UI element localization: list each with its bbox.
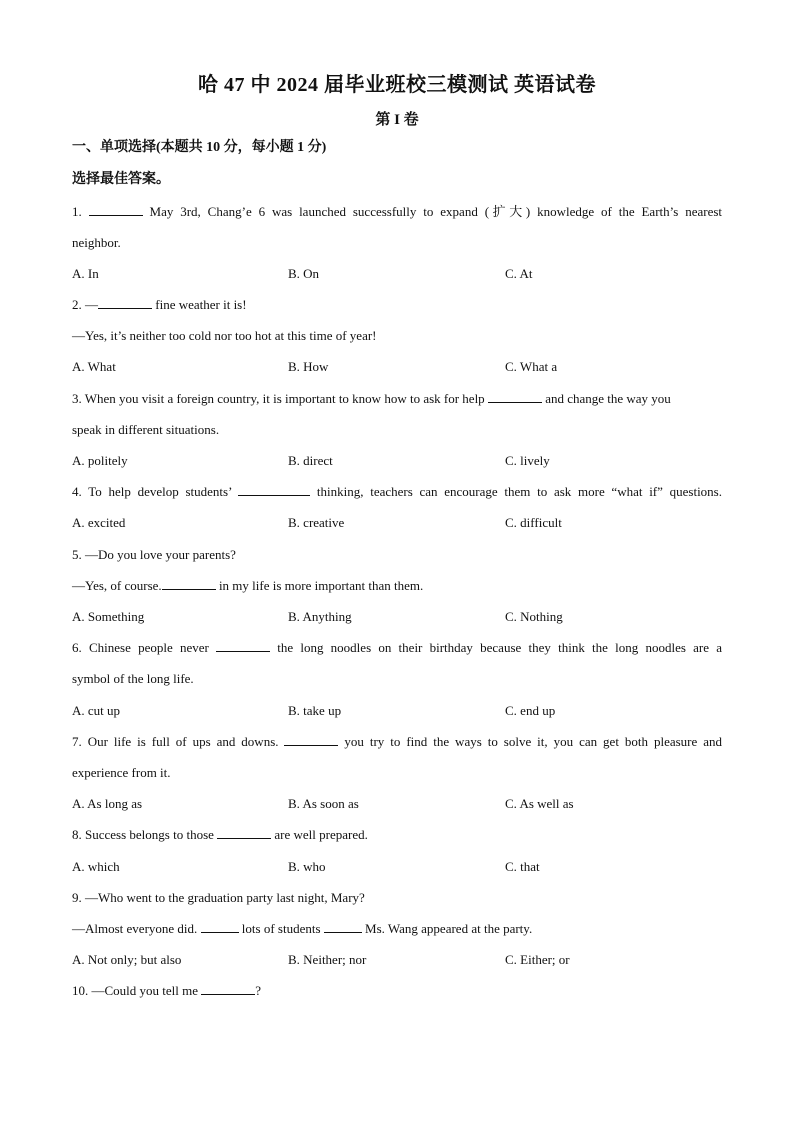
question-text: 7. Our life is full of ups and downs. (72, 734, 285, 749)
question-text: speak in different situations. (72, 422, 220, 437)
question-text: 9. —Who went to the graduation party last night, Mary? (72, 890, 365, 905)
option-b: B. Anything (288, 609, 352, 624)
question-9-line-2 (72, 919, 722, 939)
answer-blank (98, 296, 152, 309)
question-5-options (72, 607, 722, 627)
question-6-options (72, 701, 722, 721)
question-2-line-1 (72, 295, 722, 315)
option-a: A. cut up (72, 703, 121, 718)
answer-blank (217, 826, 271, 839)
question-4-line-1 (72, 482, 722, 502)
question-9-line-1 (72, 888, 722, 908)
question-text: 2. — (72, 297, 98, 312)
question-6-line-2 (72, 669, 722, 689)
question-text: Ms. Wang appeared at the party. (361, 921, 533, 936)
question-text: neighbor. (72, 235, 121, 250)
question-text: in my life is more important than them. (215, 578, 424, 593)
answer-blank (89, 203, 143, 216)
question-text: 5. —Do you love your parents? (72, 547, 236, 562)
question-1-line-2 (72, 233, 722, 253)
question-5-line-2 (72, 576, 722, 596)
question-7-options (72, 794, 722, 814)
option-c: C. Either; or (505, 952, 570, 967)
exam-title: 哈 47 中 2024 届毕业班校三模测试 英语试卷 (198, 74, 596, 96)
question-5-line-1 (72, 545, 722, 565)
question-text: 8. Success belongs to those (72, 827, 218, 842)
question-1-line-1 (72, 202, 722, 222)
question-9-options (72, 950, 722, 970)
option-b: B. How (288, 359, 329, 374)
option-b: B. As soon as (288, 796, 359, 811)
option-b: B. direct (288, 453, 333, 468)
question-text: symbol of the long life. (72, 671, 194, 686)
question-3-line-2 (72, 420, 722, 440)
answer-blank (201, 982, 255, 995)
question-10-line-1 (72, 981, 722, 1001)
answer-blank (201, 920, 239, 933)
question-text: thinking, teachers can encourage them to ask more “what if” questions. (310, 484, 722, 499)
question-text: 10. —Could you tell me (72, 983, 202, 998)
option-b: B. creative (288, 515, 345, 530)
question-8-options (72, 857, 722, 877)
option-c: C. difficult (505, 515, 562, 530)
question-text: are well prepared. (271, 827, 368, 842)
option-a: A. What (72, 359, 116, 374)
question-1-options (72, 264, 722, 284)
question-text: 3. When you visit a foreign country, it is important to know how to ask for help (72, 391, 488, 406)
option-a: A. excited (72, 515, 126, 530)
question-3-options (72, 451, 722, 471)
option-c: C. lively (505, 453, 550, 468)
option-a: A. In (72, 266, 99, 281)
question-8-line-1 (72, 825, 722, 845)
answer-blank (488, 390, 542, 403)
option-b: B. who (288, 859, 326, 874)
question-text: fine weather it is! (152, 297, 247, 312)
question-7-line-2 (72, 763, 722, 783)
question-text: ? (255, 983, 262, 998)
option-c: C. end up (505, 703, 556, 718)
option-a: A. which (72, 859, 120, 874)
section-instruction: 选择最佳答案。 (72, 172, 170, 187)
question-6-line-1 (72, 638, 722, 658)
option-a: A. Something (72, 609, 145, 624)
question-text: 6. Chinese people never (72, 640, 217, 655)
option-b: B. Neither; nor (288, 952, 367, 967)
question-text: —Yes, it’s neither too cold nor too hot at this time of year! (72, 328, 377, 343)
option-a: A. politely (72, 453, 128, 468)
question-2-line-2 (72, 326, 722, 346)
option-c: C. What a (505, 359, 558, 374)
question-text: 4. To help develop students’ (72, 484, 239, 499)
answer-blank (324, 920, 362, 933)
question-4-options (72, 513, 722, 533)
question-text: lots of students (238, 921, 324, 936)
option-c: C. At (505, 266, 533, 281)
option-a: A. As long as (72, 796, 143, 811)
question-text: —Almost everyone did. (72, 921, 201, 936)
question-text: and change the way you (541, 391, 671, 406)
question-text: May 3rd, Chang’e 6 was launched successfully to expand (扩大) knowledge of the Earth’s nearest (142, 204, 723, 219)
answer-blank (284, 733, 338, 746)
question-text: —Yes, of course. (72, 578, 162, 593)
answer-blank (238, 483, 310, 496)
volume-label: 第 I 卷 (375, 112, 419, 128)
section-heading: 一、单项选择(本题共 10 分，每小题 1 分) (72, 140, 327, 155)
option-c: C. Nothing (505, 609, 563, 624)
question-text: experience from it. (72, 765, 171, 780)
option-c: C. that (505, 859, 540, 874)
option-a: A. Not only; but also (72, 952, 182, 967)
question-7-line-1 (72, 732, 722, 752)
question-text: you try to find the ways to solve it, you can get both pleasure and (338, 734, 722, 749)
option-c: C. As well as (505, 796, 574, 811)
question-text: the long noodles on their birthday because they think the long noodles are a (270, 640, 722, 655)
answer-blank (216, 639, 270, 652)
answer-blank (162, 577, 216, 590)
question-3-line-1 (72, 389, 722, 409)
option-b: B. On (288, 266, 320, 281)
question-text: 1. (72, 204, 89, 219)
question-2-options (72, 357, 722, 377)
option-b: B. take up (288, 703, 342, 718)
